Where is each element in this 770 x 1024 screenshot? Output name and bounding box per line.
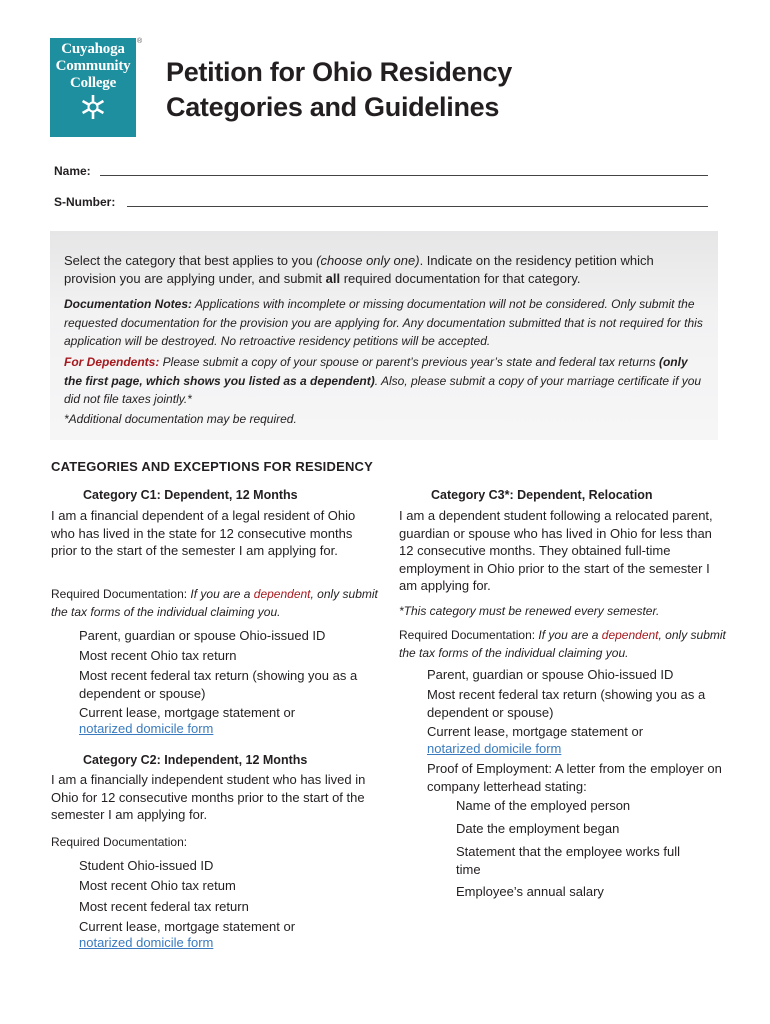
intro-text-1: Select the category that best applies to you: [64, 253, 317, 268]
title-line-1: Petition for Ohio Residency: [166, 57, 512, 87]
registered-mark: ®: [137, 38, 143, 45]
intro-text-2: . Indicate on the residency petition which provision you are applying under, and submit: [64, 253, 654, 286]
additional-note: *Additional documentation may be required.: [64, 412, 297, 426]
c2-item: Most recent Ohio tax retum: [79, 878, 236, 893]
c2-item: Current lease, mortgage statement or: [79, 919, 296, 934]
title-line-2: Categories and Guidelines: [166, 92, 500, 122]
c1-req-italic-1: If you are a: [187, 587, 254, 601]
c3-item: Current lease, mortgage statement or: [427, 724, 644, 739]
c2-title: Category C2: Independent, 12 Months: [83, 753, 308, 767]
c1-req-italic-2: , only submit the tax forms of the individual claiming you.: [51, 587, 378, 619]
c1-req-label: Required Documentation:: [51, 587, 188, 601]
snowflake-emblem-icon: [80, 94, 106, 120]
snumber-label: S-Number:: [54, 195, 116, 209]
c3-title: Category C3*: Dependent, Relocation: [431, 488, 653, 502]
doc-notes-label: Documentation Notes:: [64, 297, 193, 311]
instructions-box: [50, 231, 718, 440]
c2-domicile-form-link[interactable]: notarized domicile form: [79, 935, 214, 950]
c3-item: Parent, guardian or spouse Ohio-issued ID: [427, 667, 674, 682]
c2-description: I am a financially independent student who has lived in Ohio for 12 consecutive months prior to the start of the semester I am applying for.: [51, 772, 366, 822]
c3-sub-item: Employee’s annual salary: [456, 884, 604, 899]
name-line[interactable]: [100, 175, 708, 176]
c1-title: Category C1: Dependent, 12 Months: [83, 488, 298, 502]
intro-italic: (choose only one): [316, 253, 420, 268]
c3-renew-note: [399, 603, 659, 621]
logo-line-1: Cuyahoga: [61, 41, 125, 57]
intro-paragraph: [64, 252, 704, 287]
c1-domicile-form-link[interactable]: notarized domicile form: [79, 721, 214, 736]
intro-bold: all: [325, 270, 341, 286]
dependents-text-1: Please submit a copy of your spouse or parent’s previous year’s state and federal tax returns: [159, 355, 659, 369]
logo-line-2: Community: [55, 58, 131, 74]
c3-req-dependent: dependent: [601, 628, 659, 642]
page-title: [166, 55, 512, 125]
c3-proof-of-employment: Proof of Employment: A letter from the employer on company letterhead stating:: [427, 761, 722, 794]
college-logo: [50, 38, 136, 137]
c3-req-italic-1: If you are a: [535, 628, 602, 642]
c3-item: Most recent federal tax return (showing you as a dependent or spouse): [427, 687, 706, 720]
c3-sub-item: Name of the employed person: [456, 798, 631, 813]
c1-item: Most recent Ohio tax return: [79, 648, 237, 663]
intro-text-3: required documentation for that category.: [340, 270, 581, 286]
dependents-note: [64, 353, 704, 409]
c1-item: Most recent federal tax return (showing you as a dependent or spouse): [79, 668, 358, 701]
c3-sub-item: Statement that the employee works full time: [456, 844, 681, 877]
c2-item: Student Ohio-issued ID: [79, 858, 214, 873]
section-heading: CATEGORIES AND EXCEPTIONS FOR RESIDENCY: [51, 459, 374, 474]
c2-required-doc: Required Documentation:: [51, 835, 188, 849]
c1-item: Current lease, mortgage statement or: [79, 705, 296, 720]
name-label: Name:: [54, 164, 91, 178]
dependents-text-2: . Also, please submit a copy of your marriage certificate if you did not file taxes jointly.*: [64, 373, 702, 406]
c3-req-label: Required Documentation:: [399, 628, 536, 642]
snumber-line[interactable]: [127, 206, 708, 207]
c3-renew-text: *This category must be renewed every semester.: [399, 604, 660, 618]
c3-required-doc: [399, 627, 729, 662]
documentation-notes: [64, 295, 704, 351]
c1-required-doc: [51, 586, 381, 621]
c3-domicile-form-link[interactable]: notarized domicile form: [427, 741, 562, 756]
c1-item: Parent, guardian or spouse Ohio-issued ID: [79, 628, 326, 643]
logo-line-3: College: [69, 75, 117, 91]
c3-req-italic-2: , only submit the tax forms of the individual claiming you.: [399, 628, 726, 660]
c3-description: I am a dependent student following a relocated parent, guardian or spouse who has lived in Ohio for less than 12 consecutive months. They obtained full-time employment in Ohio prior to the start of the semester I am applying for.: [399, 508, 713, 593]
c1-req-dependent: dependent: [253, 587, 311, 601]
c1-description: I am a financial dependent of a legal resident of Ohio who has lived in the state for 12 consecutive months prior to the start of the semester I am applying for.: [51, 508, 356, 558]
doc-notes-text: Applications with incomplete or missing documentation will not be considered. Only submit the requested documentation for the provision you are applying for. Any documentation submitted that is not required for this application will be destroyed. No retroactive residency petitions will be accepted.: [64, 297, 703, 348]
c3-sub-item: Date the employment began: [456, 821, 620, 836]
dependents-label: For Dependents:: [64, 355, 160, 369]
dependents-bold: (only the first page, which shows you listed as a dependent): [64, 355, 688, 388]
c2-item: Most recent federal tax return: [79, 899, 249, 914]
name-field: [54, 164, 91, 178]
snumber-field: [54, 195, 115, 209]
